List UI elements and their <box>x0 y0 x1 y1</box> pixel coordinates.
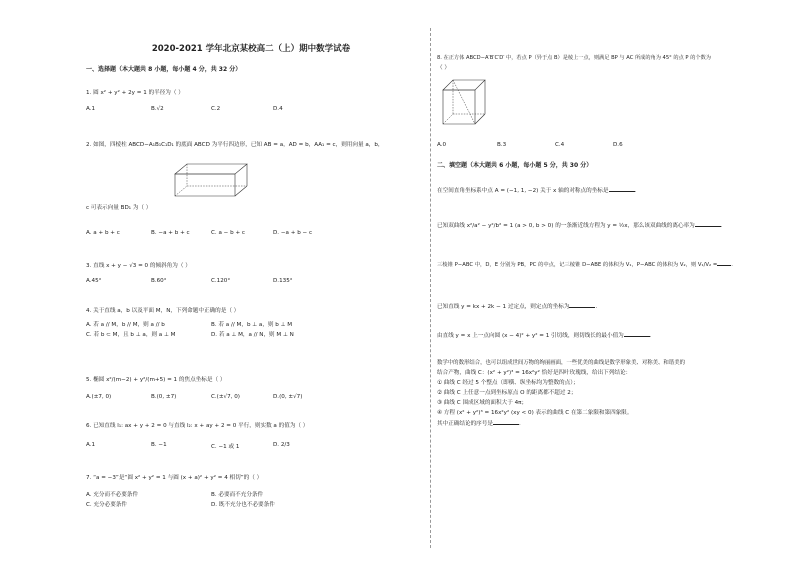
q8-option-b[interactable]: B.3 <box>497 142 507 148</box>
q3-option-a[interactable]: A.45° <box>86 278 102 284</box>
question-14-line-6: ④ 方程 (x² + y²)³ = 16x²y² (xy < 0) 表示的曲线 C 在第二象限和第四象限。 <box>437 410 633 416</box>
q6-option-c[interactable]: C. −1 或 1 <box>211 444 240 450</box>
question-9: 在空间直角坐标系中点 A = (−1, 1, −2) 关于 x 轴的对称点的坐标是 . <box>437 188 637 194</box>
section-fill-heading: 二、填空题（本大题共 6 小题，每小题 5 分，共 30 分） <box>437 162 593 169</box>
q12-answer-blank[interactable] <box>569 302 595 308</box>
column-divider <box>430 28 431 548</box>
q2-option-d[interactable]: D. −a + b − c <box>273 230 313 236</box>
question-1: 1. 圆 x² + y² + 2y = 1 的半径为（ ） <box>86 90 184 96</box>
q3-option-b[interactable]: B.60° <box>151 278 167 284</box>
q1-option-b[interactable]: B.√2 <box>151 106 164 112</box>
q2-option-b[interactable]: B. −a + b + c <box>151 230 190 236</box>
question-2-line-2: c 可表示向量 BD₁ 为（ ） <box>86 205 152 211</box>
question-8: 8. 在正方体 ABCD−A′B′C′D′ 中，若点 P（异于点 B）是棱上一点，则满足 BP 与 AC 所成的角为 45° 的点 P 的个数为 <box>437 55 711 61</box>
q10-answer-blank[interactable] <box>695 221 721 227</box>
prism-figure <box>171 152 251 202</box>
page-title: 2020-2021 学年北京某校高二（上）期中数学试卷 <box>151 44 351 54</box>
question-2-line-1: 2. 如图，四棱柱 ABCD−A₁B₁C₁D₁ 的底面 ABCD 为平行四边形，已知 AB = a，AD = b，AA₁ = c，则用向量 a，b， <box>86 142 384 148</box>
q2-option-a[interactable]: A. a + b + c <box>86 230 120 236</box>
question-8-tail: （ ） <box>437 65 450 71</box>
question-10: 已知双曲线 x²/a² − y²/b² = 1 (a > 0, b > 0) 的一条渐近线方程为 y = ½x，那么该双曲线的离心率为 . <box>437 223 723 229</box>
question-6: 6. 已知直线 l₁: ax + y + 2 = 0 与直线 l₂: x + ay + 2 = 0 平行，则实数 a 的值为（ ） <box>86 423 309 429</box>
q4-option-a[interactable]: A. 若 a // M，b // M，则 a // b <box>86 322 165 328</box>
question-14-line-3: ① 曲线 C 经过 5 个整点（即横、纵坐标均为整数的点）； <box>437 380 579 386</box>
q4-option-c[interactable]: C. 若 b ⊂ M，且 b ⊥ a，则 a ⊥ M <box>86 332 176 338</box>
section-choice-heading: 一、选择题（本大题共 8 小题，每小题 4 分，共 32 分） <box>86 66 242 73</box>
q11-answer-blank[interactable] <box>717 260 731 266</box>
q5-option-d[interactable]: D.(0, ±√7) <box>273 394 303 400</box>
q8-option-a[interactable]: A.0 <box>437 142 447 148</box>
q9-answer-blank[interactable] <box>609 186 635 192</box>
q2-option-c[interactable]: C. a − b + c <box>211 230 246 236</box>
q1-option-a[interactable]: A.1 <box>86 106 96 112</box>
q8-option-d[interactable]: D.6 <box>613 142 623 148</box>
q6-option-b[interactable]: B. −1 <box>151 442 167 448</box>
q7-option-d[interactable]: D. 既不充分也不必要条件 <box>211 502 275 508</box>
q7-option-a[interactable]: A. 充分而不必要条件 <box>86 492 139 498</box>
question-14-line-7: 其中正确结论的序号是 . <box>437 421 521 427</box>
q5-option-a[interactable]: A.(±7, 0) <box>86 394 112 400</box>
question-14-line-2: 结合产物，曲线 C：(x² + y²)³ = 16x²y² 恰好是四叶玫瑰线，给出下列结论： <box>437 370 632 376</box>
q4-option-b[interactable]: B. 若 a // M，b ⊥ a，则 b ⊥ M <box>211 322 293 328</box>
question-11: 三棱锥 P−ABC 中，D，E 分别为 PB，PC 的中点，记三棱锥 D−ABE 的体积为 V₁，P−ABC 的体积为 V₂，则 V₁/V₂ = . <box>437 262 733 268</box>
question-14-line-1: 数学中的数形结合，也可以组成世间万物的绚丽画面，一些优美的曲线是数学形象美、对称美、和谐美的 <box>437 360 685 366</box>
question-7: 7. “a = −3”是“圆 x² + y² = 1 与圆 (x + a)² + y² = 4 相切”的（ ） <box>86 475 263 481</box>
question-3: 3. 直线 x + y − √3 = 0 的倾斜角为（ ） <box>86 263 191 269</box>
question-12: 已知直线 y = kx + 2k − 1 过定点，则定点的坐标为 . <box>437 304 598 310</box>
q5-option-b[interactable]: B.(0, ±7) <box>151 394 177 400</box>
question-14-line-4: ② 曲线 C 上任意一点到坐标原点 O 的距离都不超过 2； <box>437 390 577 396</box>
question-13: 由直线 y = x 上一点向圆 (x − 4)² + y² = 1 引切线，则切线长的最小值为 . <box>437 333 652 339</box>
question-14-line-5: ③ 曲线 C 围成区域的面积大于 4π； <box>437 400 528 406</box>
q3-option-d[interactable]: D.135° <box>273 278 293 284</box>
question-4: 4. 关于直线 a，b 以及平面 M，N，下列命题中正确的是（ ） <box>86 308 240 314</box>
q6-option-d[interactable]: D. 2/3 <box>273 442 290 448</box>
q1-option-c[interactable]: C.2 <box>211 106 221 112</box>
q6-option-a[interactable]: A.1 <box>86 442 96 448</box>
q3-option-c[interactable]: C.120° <box>211 278 231 284</box>
q7-option-c[interactable]: C. 充分必要条件 <box>86 502 128 508</box>
q4-option-d[interactable]: D. 若 a ⊥ M，a // N，则 M ⊥ N <box>211 332 294 338</box>
q14-answer-blank[interactable] <box>493 419 519 425</box>
q8-option-c[interactable]: C.4 <box>555 142 565 148</box>
q13-answer-blank[interactable] <box>624 331 650 337</box>
q1-option-d[interactable]: D.4 <box>273 106 283 112</box>
cube-figure <box>439 72 491 132</box>
q5-option-c[interactable]: C.(±√7, 0) <box>211 394 240 400</box>
question-5: 5. 椭圆 x²/(m−2) + y²/(m+5) = 1 的焦点坐标是（ ） <box>86 377 226 383</box>
q7-option-b[interactable]: B. 必要而不充分条件 <box>211 492 264 498</box>
